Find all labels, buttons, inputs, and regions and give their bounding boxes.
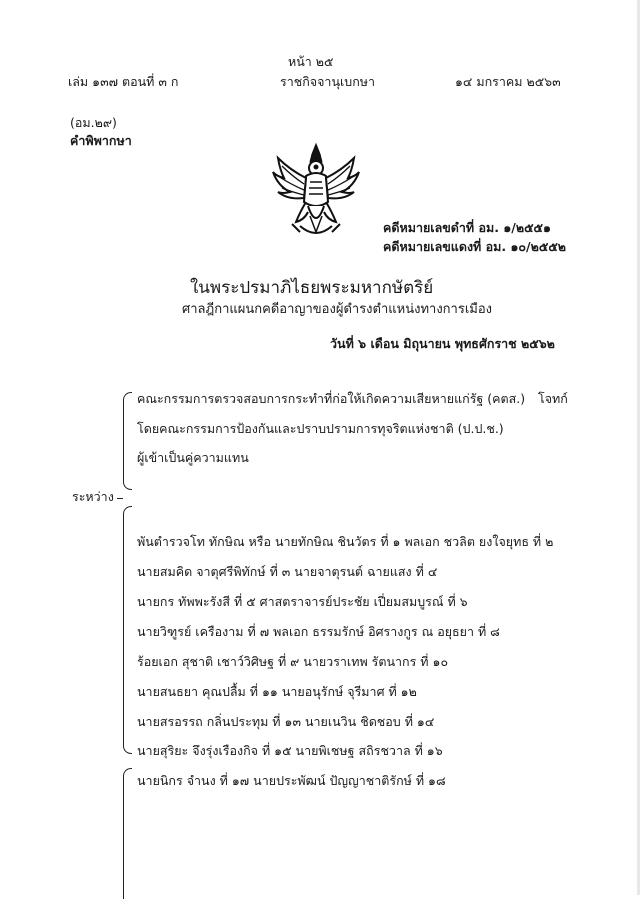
- royal-title: ในพระปรมาภิไธยพระมหากษัตริย์: [190, 278, 434, 298]
- defendant-line: นายสนธยา คุณปลื้ม ที่ ๑๑ นายอนุรักษ์ จุรีมาศ ที่ ๑๒: [137, 684, 417, 699]
- gazette-name: ราชกิจจานุเบกษา: [280, 74, 376, 89]
- defendant-line: นายวิฑูรย์ เครืองาม ที่ ๗ พลเอก ธรรมรักษ์ อิศรางกูร ณ อยุธยา ที่ ๘: [137, 624, 500, 639]
- plaintiff-bracket: [123, 392, 132, 490]
- plaintiff-line-3: ผู้เข้าเป็นคู่ความแทน: [137, 450, 249, 465]
- between-label: ระหว่าง: [72, 489, 114, 504]
- gazette-volume: เล่ม ๑๓๗ ตอนที่ ๓ ก: [68, 74, 179, 89]
- black-case-number: คดีหมายเลขดำที่ อม. ๑/๒๕๕๑: [383, 220, 551, 235]
- page-number: หน้า ๒๕: [288, 54, 334, 69]
- document-type: คำพิพากษา: [70, 133, 132, 148]
- court-name: ศาลฎีกาแผนกคดีอาญาของผู้ดำรงตำแหน่งทางการเมือง: [182, 302, 492, 317]
- defendant-line: นายกร ทัพพะรังสี ที่ ๕ ศาสตราจารย์ประชัย เปี่ยมสมบูรณ์ ที่ ๖: [137, 594, 468, 609]
- defendant-line: นายสุริยะ จึงรุ่งเรืองกิจ ที่ ๑๕ นายพิเชษฐ สถิรชวาล ที่ ๑๖: [137, 743, 443, 758]
- red-case-number: คดีหมายเลขแดงที่ อม. ๑๐/๒๕๕๒: [383, 239, 567, 254]
- plaintiff-line-1: คณะกรรมการตรวจสอบการกระทำที่ก่อให้เกิดความเสียหายแก่รัฐ (คตส.): [137, 391, 526, 406]
- continuation-bracket: [123, 768, 132, 899]
- plaintiff-line-2: โดยคณะกรรมการป้องกันและปราบปรามการทุจริตแห่งชาติ (ป.ป.ช.): [137, 421, 504, 436]
- defendant-bracket: [123, 506, 132, 754]
- defendant-line: นายสมคิด จาตุศรีพิทักษ์ ที่ ๓ นายจาตุรนต์ ฉายแสง ที่ ๔: [137, 564, 438, 579]
- defendant-line: นายนิกร จำนง ที่ ๑๗ นายประพัฒน์ ปัญญาชาติรักษ์ ที่ ๑๘: [137, 773, 446, 788]
- defendant-line: พันตำรวจโท ทักษิณ หรือ นายทักษิณ ชินวัตร ที่ ๑ พลเอก ชวลิต ยงใจยุทธ ที่ ๒: [137, 534, 554, 549]
- plaintiff-role: โจทก์: [538, 391, 568, 406]
- defendant-line: ร้อยเอก สุชาติ เชาว์วิศิษฐ ที่ ๙ นายวราเทพ รัตนากร ที่ ๑๐: [137, 654, 449, 669]
- between-bracket-upper: [117, 488, 123, 499]
- gazette-date: ๑๔ มกราคม ๒๕๖๓: [455, 74, 561, 89]
- form-code: (อม.๒๙): [70, 115, 117, 130]
- defendant-line: นายสรอรรถ กลิ่นประทุม ที่ ๑๓ นายเนวิน ชิดชอบ ที่ ๑๔: [137, 714, 435, 729]
- decision-date: วันที่ ๖ เดือน มิถุนายน พุทธศักราช ๒๕๖๒: [330, 336, 555, 351]
- garuda-emblem-icon: [270, 140, 362, 244]
